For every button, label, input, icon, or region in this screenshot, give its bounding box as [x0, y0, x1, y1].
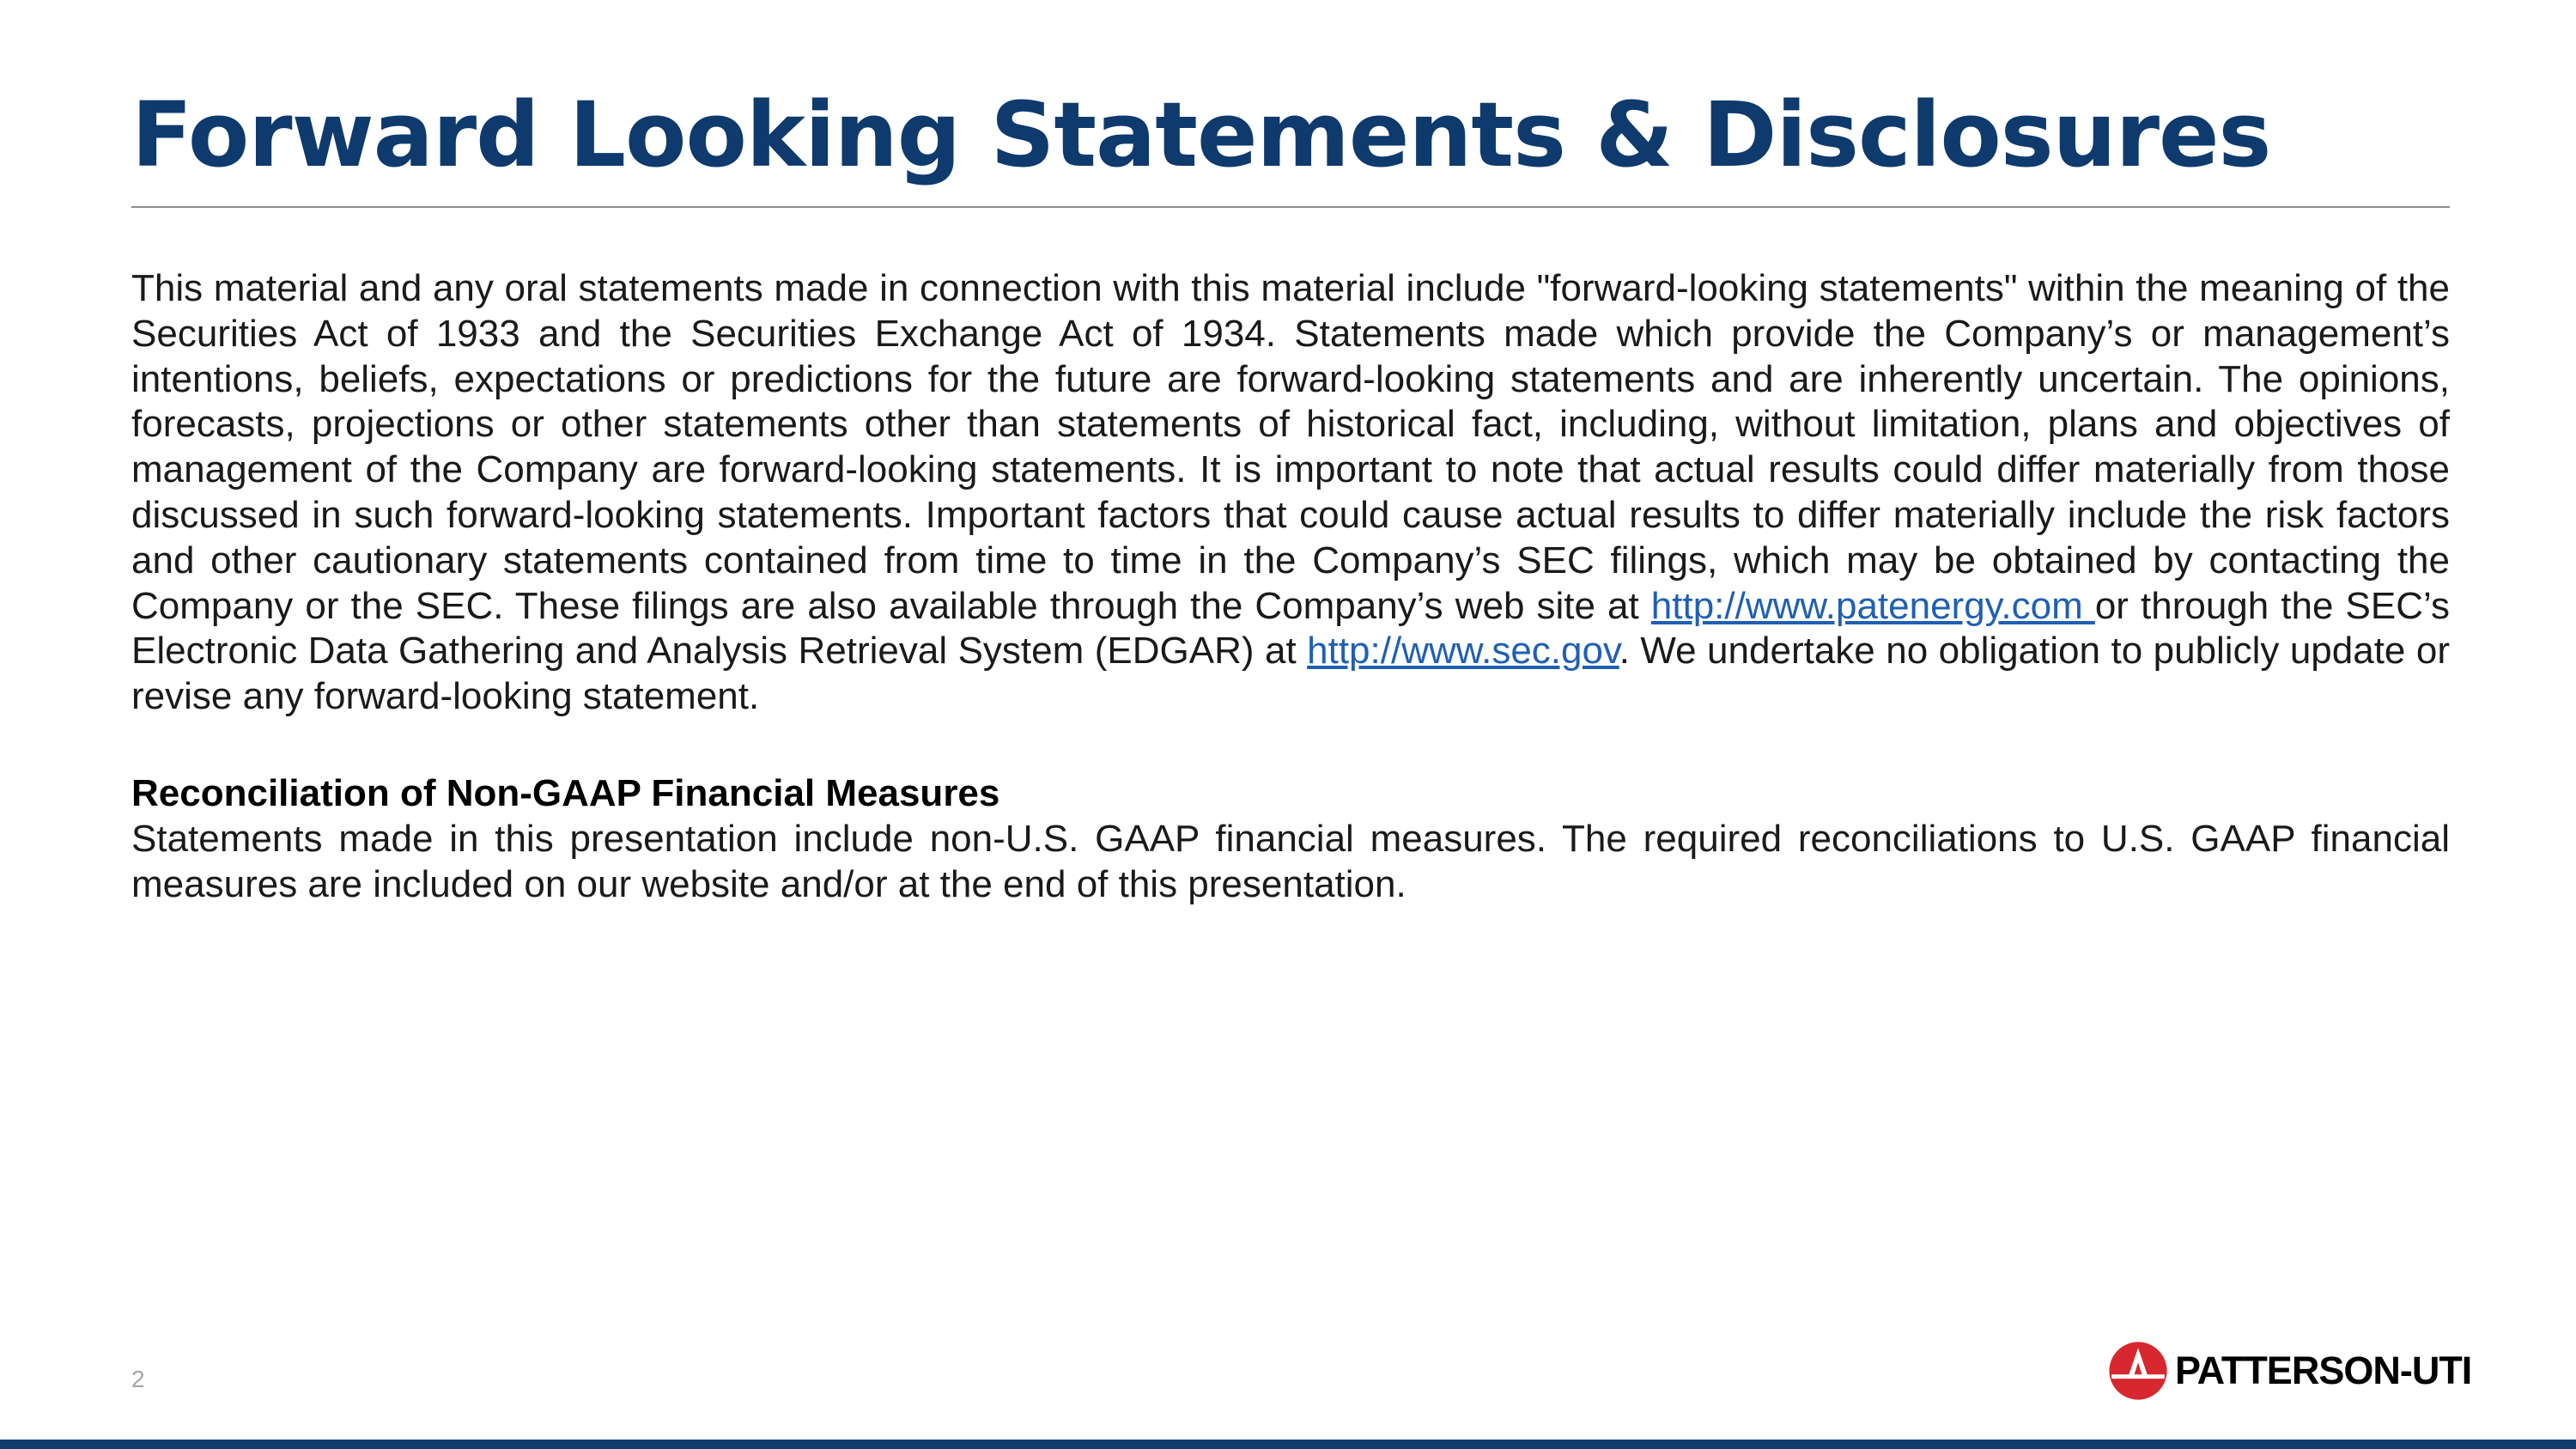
title-divider [131, 206, 2450, 208]
company-logo [2108, 1340, 2471, 1402]
sec-gov-link[interactable]: http://www.sec.gov [1307, 630, 1619, 673]
slide-title: Forward Looking Statements & Disclosures [131, 82, 2271, 187]
forward-looking-text-part3: . We undertake no obligation to publicly update or revise any forward-looking statement. [131, 630, 2450, 718]
forward-looking-text-part1: This material and any oral statements made in connection with this material include "forward-looking statements" within the meaning of the Securities Act of 1933 and the Securities Exchange Act of 1934. Statements made which provide the Company’s or management’s intentions, beliefs, expectations or predictions for the future are forward-looking statements and are inherently uncertain. The opinions, forecasts, projections or other statements other than statements of historical fact, including, without limitation, plans and objectives of management of the Company are forward-looking statements. It is important to note that actual results could differ materially from those discussed in such forward-looking statements. Important factors that could cause actual results to differ materially include the risk factors and other cautionary statements contained from time to time in the Company’s SEC filings, which may be obtained by contacting the Company or the SEC. These filings are also available through the Company’s web site at [131, 267, 2450, 627]
slide-body [131, 266, 2450, 907]
patterson-uti-logo-mark-icon [2108, 1341, 2168, 1401]
forward-looking-text-part2: or through the SEC’s Electronic Data Gathering and Analysis Retrieval System (EDGAR) at [131, 584, 2450, 673]
non-gaap-heading: Reconciliation of Non-GAAP Financial Measures [131, 771, 1000, 814]
forward-looking-paragraph [131, 266, 2450, 720]
non-gaap-paragraph: Statements made in this presentation include non-U.S. GAAP financial measures. The required reconciliations to U.S. GAAP financial measures are included on our website and/or at the end of this presentation. [131, 817, 2450, 905]
patenergy-link[interactable]: http://www.patenergy.com [1650, 584, 2095, 627]
page-number: 2 [131, 1366, 145, 1392]
logo-text: PATTERSON-UTI [2175, 1349, 2472, 1392]
footer-bar [0, 1440, 2576, 1449]
